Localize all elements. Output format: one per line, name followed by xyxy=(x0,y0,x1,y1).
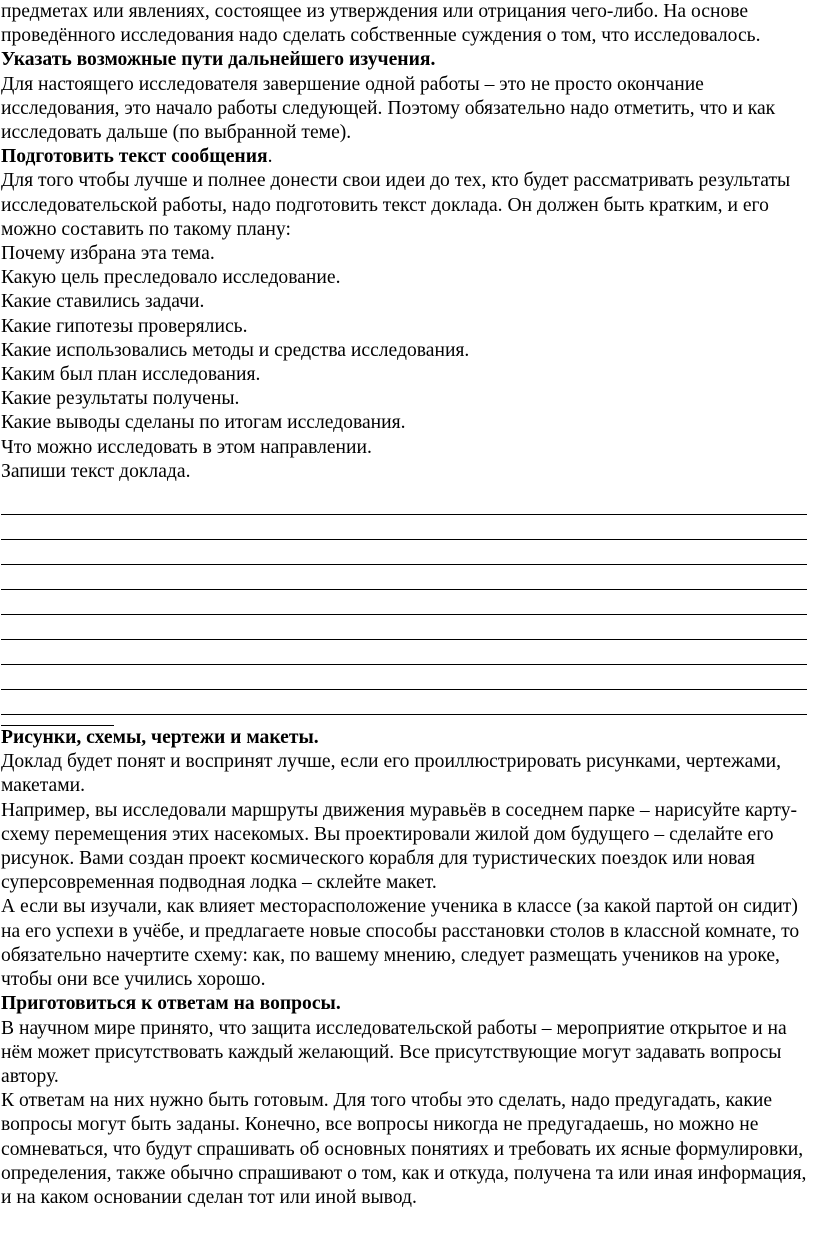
writing-line[interactable] xyxy=(1,690,807,715)
plan-item: Какие использовались методы и средства исследования. xyxy=(1,339,470,361)
report-heading: Подготовить текст сообщения xyxy=(1,146,268,168)
plan-item: Какие выводы сделаны по итогам исследования. xyxy=(1,412,406,434)
questions-paragraph: В научном мире принято, что защита исследовательской работы – мероприятие открытое и на нём может присутствовать каждый желающий. Все присутствующие могут задавать вопросы автору. xyxy=(1,1017,787,1087)
drawings-paragraph: Доклад будет понят и воспринят лучше, если его проиллюстрировать рисунками, чертежами, макетами. xyxy=(1,751,782,797)
report-heading-suffix: . xyxy=(267,146,273,168)
writing-line[interactable] xyxy=(1,515,807,540)
report-heading-line xyxy=(1,145,813,169)
future-paragraph: Для настоящего исследователя завершение одной работы – это не просто окончание исследования, это начало работы следующей. Поэтому обязательно надо отметить, что и как исследовать дальше (по выбранной теме). xyxy=(1,73,776,144)
document-page xyxy=(1,0,813,1210)
report-task: Запиши текст доклада. xyxy=(1,460,191,482)
questions-heading: Приготовиться к ответам на вопросы. xyxy=(1,993,341,1015)
drawings-heading: Рисунки, схемы, чертежи и макеты. xyxy=(1,727,319,749)
report-paragraph: Для того чтобы лучше и полнее донести свои идеи до тех, кто будет рассматривать результаты исследовательской работы, надо подготовить текст доклада. Он должен быть кратким, и его можно составить по такому плану: xyxy=(1,170,791,240)
drawings-paragraph: Например, вы исследовали маршруты движения муравьёв в соседнем парке – нарисуйте карту-схему перемещения этих насекомых. Вы проектировали жилой дом будущего – сделайте его рисунок. Вами создан проект космического корабля для туристических поездок или новая суперсовременная подводная лодка – склейте макет. xyxy=(1,799,798,894)
future-heading: Указать возможные пути дальнейшего изучения. xyxy=(1,49,436,71)
writing-line[interactable] xyxy=(1,615,807,640)
plan-item: Какие результаты получены. xyxy=(1,388,240,410)
plan-item: Почему избрана эта тема. xyxy=(1,243,215,265)
writing-lines[interactable] xyxy=(1,490,813,726)
plan-item: Что можно исследовать в этом направлении. xyxy=(1,436,372,458)
intro-paragraph: предметах или явлениях, состоящее из утверждения или отрицания чего-либо. На основе проведённого исследования надо сделать собственные суждения о том, что исследовалось. xyxy=(1,1,761,47)
writing-line[interactable] xyxy=(1,640,807,665)
plan-item: Какие гипотезы проверялись. xyxy=(1,315,248,337)
plan-item: Какую цель преследовало исследование. xyxy=(1,267,341,289)
writing-line[interactable] xyxy=(1,665,807,690)
writing-line[interactable] xyxy=(1,540,807,565)
questions-paragraph: К ответам на них нужно быть готовым. Для того чтобы это сделать, надо предугадать, какие вопросы могут быть заданы. Конечно, все вопросы никогда не предугадаешь, но можно не сомневаться, что будут спрашивать об основных понятиях и требовать их ясные формулировки, определения, также обычно спрашивают о том, как и откуда, получена та или иная информация, и на каком основании сделан тот или иной вывод. xyxy=(1,1090,807,1208)
drawings-paragraph: А если вы изучали, как влияет месторасположение ученика в классе (за какой партой он сидит) на его успехи в учёбе, и предлагаете новые способы расстановки столов в классной комнате, то обязательно начертите схему: как, по вашему мнению, следует размещать учеников на уроке, чтобы они все учились хорошо. xyxy=(1,896,800,991)
writing-line[interactable] xyxy=(1,490,807,515)
writing-line[interactable] xyxy=(1,565,807,590)
plan-item: Каким был план исследования. xyxy=(1,364,261,386)
writing-line[interactable] xyxy=(1,590,807,615)
plan-item: Какие ставились задачи. xyxy=(1,291,205,313)
writing-line-short[interactable] xyxy=(1,715,114,726)
